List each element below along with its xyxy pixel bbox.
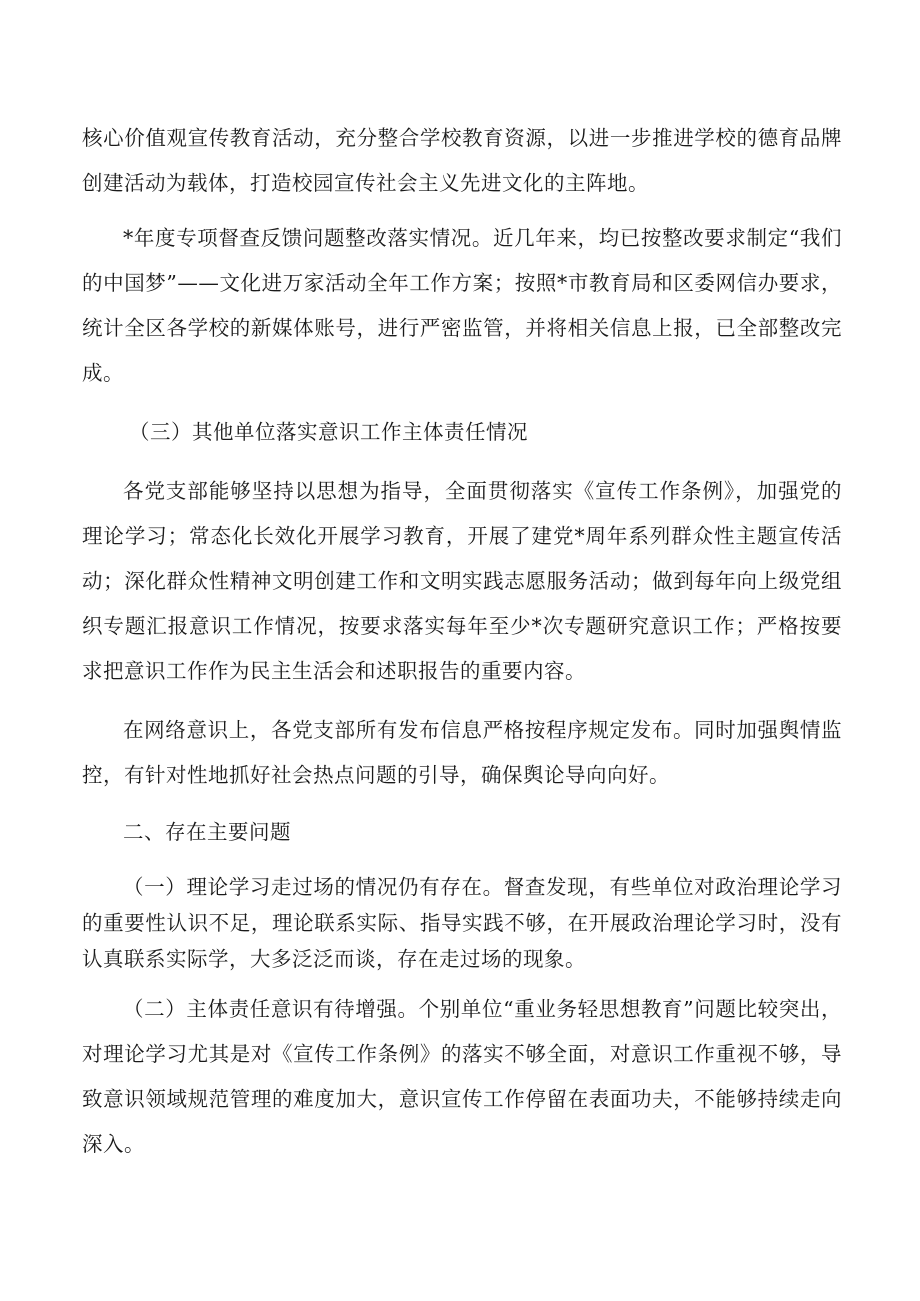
section-heading-other-units: （三）其他单位落实意识工作主体责任情况	[129, 420, 528, 444]
paragraph-problem-two: （二）主体责任意识有待增强。个别单位“重业务轻思想教育”问题比较突出，对理论学习尤其是对《宣传工作条例》的落实不够全面，对意识工作重视不够，导致意识领域规范管理的难度加大，意识宣传工作停留在表面功夫，不能够持续走向深入。	[82, 997, 842, 1156]
paragraph-rectification: *年度专项督查反馈问题整改落实情况。近几年来，均已按整改要求制定“我们的中国梦”——文化进万家活动全年工作方案；按照*市教育局和区委网信办要求，统计全区各学校的新媒体账号，进行严密监管，并将相关信息上报，已全部整改完成。	[82, 226, 842, 385]
section-heading-main-problems: 二、存在主要问题	[123, 820, 291, 844]
paragraph-network-awareness: 在网络意识上，各党支部所有发布信息严格按程序规定发布。同时加强舆情监控，有针对性地抓好社会热点问题的引导，确保舆论导向向好。	[82, 718, 842, 787]
paragraph-core-values: 核心价值观宣传教育活动，充分整合学校教育资源，以进一步推进学校的德育品牌创建活动为载体，打造校园宣传社会主义先进文化的主阵地。	[82, 126, 842, 195]
paragraph-party-branches: 各党支部能够坚持以思想为指导，全面贯彻落实《宣传工作条例》，加强党的理论学习；常态化长效化开展学习教育，开展了建党*周年系列群众性主题宣传活动；深化群众性精神文明创建工作和文明实践志愿服务活动；做到每年向上级党组织专题汇报意识工作情况，按要求落实每年至少*次专题研究意识工作；严格按要求把意识工作作为民主生活会和述职报告的重要内容。	[82, 479, 842, 683]
paragraph-problem-one: （一）理论学习走过场的情况仍有存在。督查发现，有些单位对政治理论学习的重要性认识不足，理论联系实际、指导实践不够，在开展政治理论学习时，没有认真联系实际学，大多泛泛而谈，存在走过场的现象。	[82, 875, 842, 971]
document-body	[82, 116, 842, 1167]
